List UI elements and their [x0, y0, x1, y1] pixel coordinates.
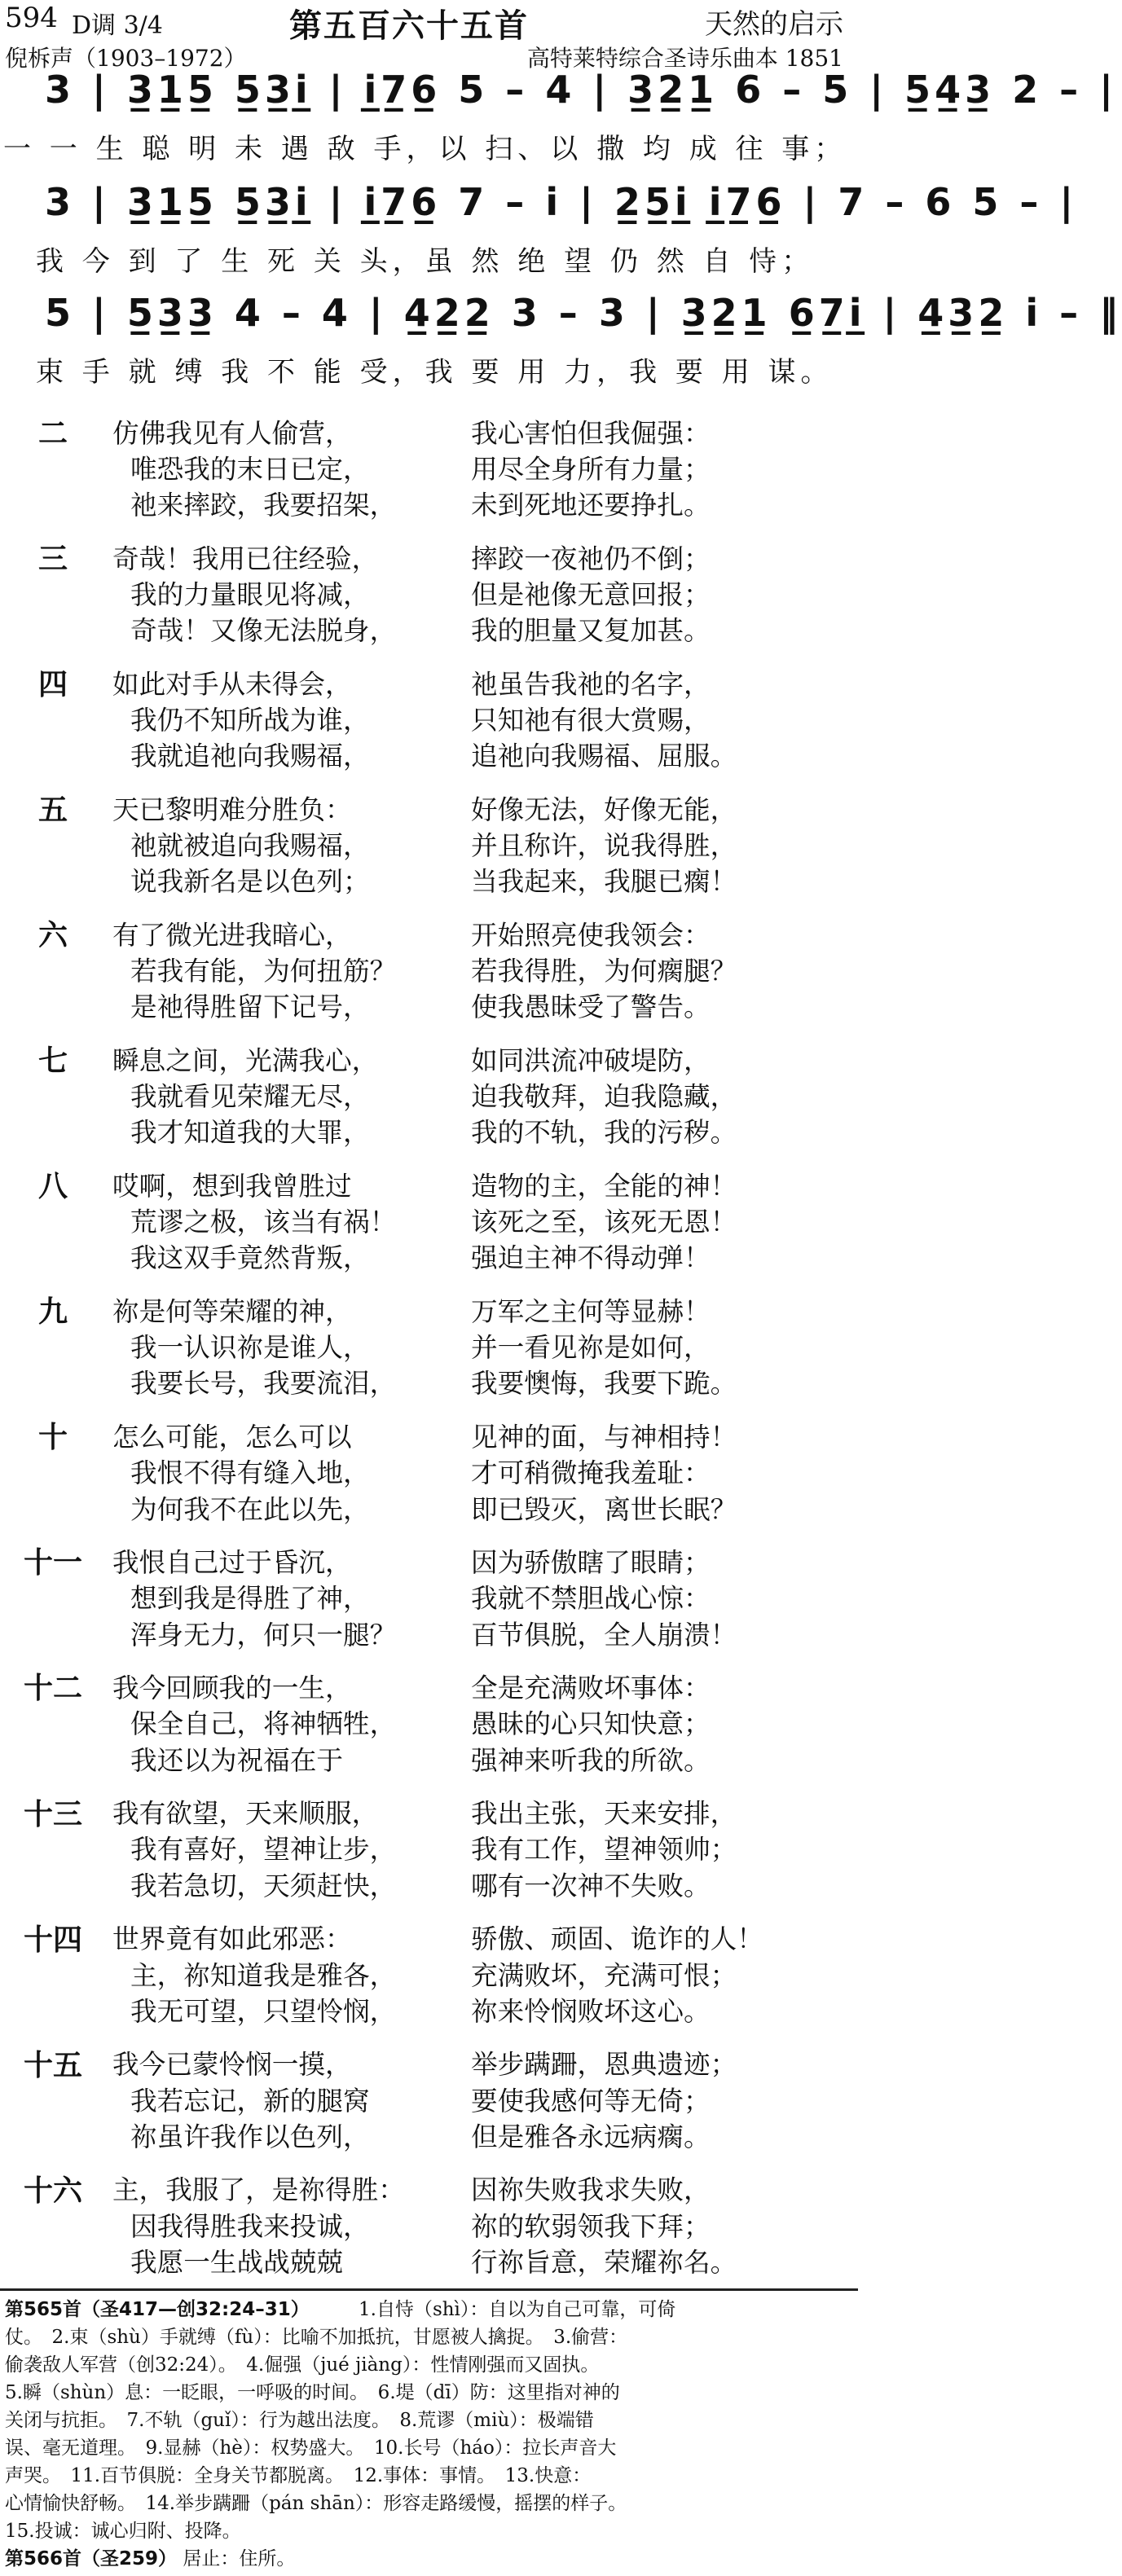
stanza-line: 是祂得胜留下记号， [130, 991, 370, 1023]
stanza-line: 充满败坏，充满可恨； [471, 1959, 737, 1991]
stanza-line: 我心害怕但我倔强： [471, 417, 711, 449]
stanza-line: 如同洪流冲破堤防， [471, 1044, 711, 1076]
stanza-line: 好像无法，好像无能， [471, 793, 737, 825]
stanza-line: 骄傲、顽固、诡诈的人！ [471, 1923, 763, 1955]
stanza-number: 十三 [23, 1797, 83, 1831]
stanza-line: 为何我不在此以先， [130, 1493, 370, 1525]
stanza-line: 若我有能，为何扭筋？ [130, 956, 397, 987]
stanza-line: 我的胆量又复加甚。 [471, 615, 711, 647]
stanza-line: 保全自己，将神牺牲， [130, 1708, 397, 1740]
stanza-line: 当我起来，我腿已瘸！ [471, 866, 737, 898]
stanza-4 [0, 662, 858, 780]
stanza-line: 我的力量眼见将减， [130, 578, 370, 610]
stanza-line: 祢虽许我作以色列， [130, 2121, 370, 2152]
stanza-number: 五 [37, 793, 68, 828]
stanza-6 [0, 912, 858, 1031]
stanza-line: 我若急切，天须赶快， [130, 1870, 397, 1901]
stanza-line: 因为骄傲瞎了眼睛； [471, 1547, 711, 1579]
stanza-line: 如此对手从未得会， [112, 668, 352, 700]
stanza-line: 祢来怜悯败坏这心。 [471, 1995, 711, 2027]
stanza-line: 并一看见祢是如何， [471, 1332, 711, 1364]
stanza-line: 因我得胜我来投诚， [130, 2210, 370, 2242]
stanza-7 [0, 1038, 858, 1156]
stanza-line: 仿佛我见有人偷营， [112, 417, 352, 449]
stanza-line: 追祂向我赐福、屈服。 [471, 741, 737, 772]
stanza-line: 要使我感何等无倚； [471, 2085, 711, 2117]
stanza-line: 即已毁灭，离世长眠？ [471, 1493, 737, 1525]
stanza-13 [0, 1791, 858, 1910]
stanza-line: 我有欲望，天来顺服， [112, 1798, 379, 1830]
stanza-line: 并且称许，说我得胜， [471, 830, 737, 861]
stanza-line: 迫我敬拜，迫我隐藏， [471, 1081, 737, 1113]
stanza-line: 我才知道我的大罪， [130, 1117, 370, 1149]
stanza-5 [0, 787, 858, 905]
stanza-line: 只知祂有很大赏赐， [471, 704, 711, 736]
stanza-line: 哎啊，想到我曾胜过 [112, 1170, 352, 1202]
stanza-line: 我要长号，我要流泪， [130, 1368, 397, 1400]
stanza-line: 全是充满败坏事体： [471, 1673, 711, 1704]
stanza-line: 愚昧的心只知快意； [471, 1708, 711, 1740]
stanza-3 [0, 536, 858, 654]
stanza-line: 主，我服了，是祢得胜： [112, 2174, 405, 2206]
footnote-line: 5.瞬（shùn）息：一眨眼，一呼吸的时间。 6.堤（dī）防：这里指对神的 [5, 2381, 620, 2403]
lyric-line: 束 手 就 缚 我 不 能 受，我 要 用 力，我 要 用 谋。 [36, 355, 834, 389]
stanza-line: 我这双手竟然背叛， [130, 1242, 370, 1274]
stanza-8 [0, 1163, 858, 1281]
stanza-number: 四 [37, 667, 68, 701]
stanza-line: 哪有一次神不失败。 [471, 1870, 711, 1901]
stanza-10 [0, 1414, 858, 1532]
stanza-line: 百节俱脱，全人崩溃！ [471, 1619, 737, 1651]
stanza-number: 十二 [23, 1672, 83, 1706]
stanza-line: 世界竟有如此邪恶： [112, 1923, 352, 1955]
stanza-line: 摔跤一夜祂仍不倒； [471, 543, 711, 574]
stanza-line: 说我新名是以色列； [130, 866, 370, 898]
stanza-number: 十一 [23, 1546, 83, 1580]
stanza-line: 浑身无力，何只一腿？ [130, 1619, 397, 1651]
footnote-line: 1.自恃（shì）：自以为自己可靠，可倚 [359, 2298, 676, 2320]
stanza-line: 才可稍微掩我羞耻： [471, 1457, 711, 1489]
stanza-line: 我就不禁胆战心惊： [471, 1583, 711, 1615]
stanza-line: 造物的主，全能的神！ [471, 1170, 737, 1202]
stanza-line: 行祢旨意，荣耀祢名。 [471, 2246, 737, 2278]
stanza-16 [0, 2168, 858, 2286]
stanza-line: 奇哉！又像无法脱身， [130, 615, 397, 647]
stanza-line: 我愿一生战战兢兢 [130, 2246, 343, 2278]
footnote-divider [0, 2288, 858, 2291]
stanza-line: 有了微光进我暗心， [112, 919, 352, 951]
stanza-line: 我恨自己过于昏沉， [112, 1547, 352, 1579]
stanza-line: 我有喜好，望神让步， [130, 1834, 397, 1866]
stanza-14 [0, 1917, 858, 2035]
stanza-line: 祢是何等荣耀的神， [112, 1295, 352, 1327]
stanza-line: 若我得胜，为何瘸腿？ [471, 956, 737, 987]
stanza-number: 十五 [23, 2048, 83, 2082]
footnote-line: 声哭。 11.百节俱脱：全身关节都脱离。 12.事体：事情。 13.快意： [5, 2464, 592, 2486]
stanza-line: 主，祢知道我是雅各， [130, 1959, 397, 1991]
stanza-line: 瞬息之间，光满我心， [112, 1044, 379, 1076]
stanza-line: 使我愚昧受了警告。 [471, 991, 711, 1023]
footnote-next-text: 居止：住所。 [183, 2547, 296, 2569]
stanza-line: 开始照亮使我领会： [471, 919, 711, 951]
score-system-2 [0, 180, 1078, 302]
footnote-line: 仗。 2.束（shù）手就缚（fù）：比喻不加抵抗，甘愿被人擒捉。 3.偷营： [5, 2326, 628, 2348]
stanza-line: 祂就被追向我赐福， [130, 830, 370, 861]
notation-line: 3 | 3̲1̲5̲ 5̲3̲i̲ | i̲7̲6̲ 5 – 4 | 3̲2̲1̲ 6 – 5 | 5̲4̲3̲ 2 – | [45, 68, 1117, 112]
hymn-author: 倪柝声（1903–1972） [5, 45, 247, 72]
stanza-line: 但是祂像无意回报； [471, 578, 711, 610]
footnote-line: 偷袭敌人军营（创32:24）。 4.倔强（jué jiàng）：性情刚强而又固执。 [5, 2354, 600, 2376]
stanza-line: 怎么可能，怎么可以 [112, 1422, 352, 1453]
stanza-line: 祂虽告我祂的名字， [471, 668, 711, 700]
footnote-line: 关闭与抗拒。 7.不轨（guǐ）：行为越出法度。 8.荒谬（miù）：极端错 [5, 2409, 594, 2431]
stanza-line: 我就追祂向我赐福， [130, 741, 370, 772]
footnote-hymn-ref: 第565首（圣417—创32:24–31） [5, 2298, 310, 2320]
stanza-line: 强神来听我的所欲。 [471, 1744, 711, 1776]
stanza-number: 六 [37, 919, 68, 953]
stanza-number: 三 [37, 542, 68, 576]
stanza-line: 我一认识祢是谁人， [130, 1332, 370, 1364]
stanza-line: 未到死地还要挣扎。 [471, 490, 711, 521]
stanza-line: 举步蹒跚，恩典遗迹； [471, 2049, 737, 2081]
stanza-line: 荒谬之极，该当有祸！ [130, 1207, 397, 1238]
stanza-number: 十六 [23, 2174, 83, 2208]
stanza-line: 万军之主何等显赫！ [471, 1295, 711, 1327]
stanza-line: 想到我是得胜了神， [130, 1583, 370, 1615]
stanza-line: 我要懊悔，我要下跪。 [471, 1368, 737, 1400]
stanza-line: 我恨不得有缝入地， [130, 1457, 370, 1489]
stanza-number: 八 [37, 1170, 68, 1204]
stanza-line: 强迫主神不得动弹！ [471, 1242, 711, 1274]
stanza-line: 用尽全身所有力量； [471, 453, 711, 485]
stanza-line: 但是雅各永远病瘸。 [471, 2121, 711, 2152]
stanza-line: 祢的软弱领我下拜； [471, 2210, 711, 2242]
stanza-line: 我的不轨，我的污秽。 [471, 1117, 737, 1149]
stanza-line: 天已黎明难分胜负： [112, 793, 352, 825]
stanza-12 [0, 1665, 858, 1783]
footnote-next-ref: 第566首（圣259） [5, 2547, 178, 2569]
stanza-line: 见神的面，与神相持！ [471, 1422, 737, 1453]
stanza-number: 九 [37, 1295, 68, 1330]
stanza-15 [0, 2042, 858, 2161]
stanza-number: 七 [37, 1044, 68, 1079]
footnote-next [5, 2543, 852, 2570]
footnote-line: 误、毫无道理。 9.显赫（hè）：权势盛大。 10.长号（háo）：拉长声音大 [5, 2437, 617, 2459]
stanza-line: 我仍不知所战为谁， [130, 704, 370, 736]
score-system-1 [0, 68, 1117, 190]
stanza-9 [0, 1289, 858, 1407]
stanza-line: 我有工作，望神领帅； [471, 1834, 737, 1866]
stanza-2 [0, 411, 858, 529]
lyric-line: 我 今 到 了 生 死 关 头，虽 然 绝 望 仍 然 自 恃； [36, 244, 815, 278]
hymn-theme: 天然的启示 [705, 8, 843, 41]
stanza-line: 我还以为祝福在于 [130, 1744, 343, 1776]
stanza-line: 我无可望，只望怜悯， [130, 1995, 397, 2027]
stanza-line: 我出主张，天来安排， [471, 1798, 737, 1830]
stanza-number: 十四 [23, 1923, 83, 1957]
stanza-number: 二 [37, 416, 68, 451]
stanza-line: 我今已蒙怜悯一摸， [112, 2049, 352, 2081]
stanza-line: 我若忘记，新的腿窝 [130, 2085, 370, 2117]
stanza-line: 祂来摔跤，我要招架， [130, 490, 397, 521]
stanza-line: 该死之至，该死无恩！ [471, 1207, 737, 1238]
hymn-number: 594 [5, 2, 58, 34]
stanza-11 [0, 1540, 858, 1658]
key-meter: D调 3/4 [72, 11, 163, 40]
footnote-line: 心情愉快舒畅。 14.举步蹒跚（pán shān）：形容走路缓慢，摇摆的样子。 [5, 2492, 627, 2514]
score-system-3 [0, 291, 1122, 413]
stanza-line: 因祢失败我求失败， [471, 2174, 711, 2206]
footnote-line: 15.投诚：诚心归附、投降。 [5, 2520, 241, 2542]
notation-line: 3 | 3̲1̲5̲ 5̲3̲i̲ | i̲7̲6̲ 7 – i | 2̲5̲i̲ i̲7̲6̲ | 7 – 6 5 – | [45, 180, 1078, 225]
music-source: 高特莱特综合圣诗乐曲本 1851 [526, 45, 843, 72]
stanza-line: 奇哉！我用已往经验， [112, 543, 379, 574]
lyric-line: 一 一 生 聪 明 未 遇 敌 手，以 扫、以 撒 均 成 往 事； [3, 132, 847, 165]
stanza-line: 我就看见荣耀无尽， [130, 1081, 370, 1113]
hymn-title: 第五百六十五首 [289, 7, 529, 45]
stanza-number: 十 [37, 1421, 68, 1455]
stanza-line: 唯恐我的末日已定， [130, 453, 370, 485]
notation-line: 5 | 5̲3̲3̲ 4 – 4 | 4̲2̲2̲ 3 – 3 | 3̲2̲1̲ 6̲7̲i̲ | 4̲3̲2̲ i – ‖ [45, 291, 1122, 336]
stanza-line: 我今回顾我的一生， [112, 1673, 352, 1704]
